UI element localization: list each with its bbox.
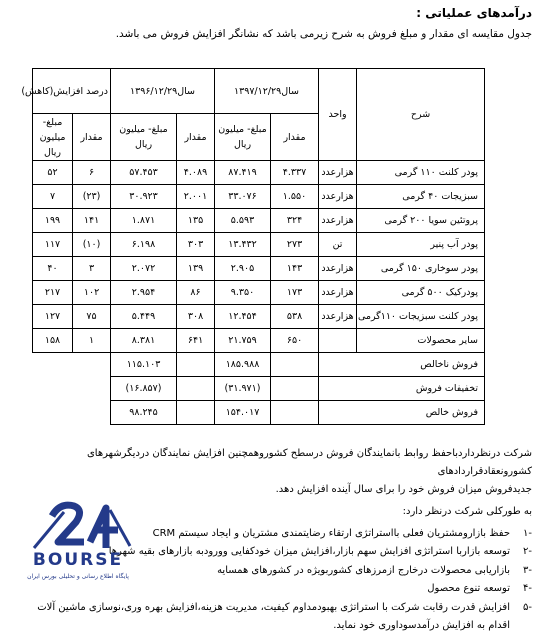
plan-paragraph: [12, 445, 532, 499]
row-qty-pct: (۱۰): [73, 233, 111, 257]
total-amount-1397: (۳۱.۹۷۱): [215, 377, 271, 401]
table-row: [33, 161, 485, 185]
table-row: [33, 185, 485, 209]
table-row: [33, 257, 485, 281]
row-qty-1397: ۱.۵۵۰: [271, 185, 319, 209]
row-qty-1396: ۱۳۵: [177, 209, 215, 233]
total-desc: فروش ناخالص: [319, 353, 485, 377]
row-unit: تن: [319, 233, 357, 257]
row-amount-1397: ۱۳.۴۳۲: [215, 233, 271, 257]
total-empty: [271, 377, 319, 401]
row-qty-pct: ۷۵: [73, 305, 111, 329]
row-qty-1396: ۳۰۳: [177, 233, 215, 257]
row-amount-1396: ۵۷.۴۵۳: [111, 161, 177, 185]
total-blank: [33, 377, 111, 401]
row-amount-pct: ۱۹۹: [33, 209, 73, 233]
row-qty-1396: ۸۶: [177, 281, 215, 305]
goal-item: [12, 617, 532, 636]
row-qty-pct: ۱۰۲: [73, 281, 111, 305]
row-amount-1396: ۸.۳۸۱: [111, 329, 177, 353]
row-amount-1397: ۲.۹۰۵: [215, 257, 271, 281]
total-desc: فروش خالص: [319, 401, 485, 425]
goal-text: بازاریابی محصولات درخارج ازمرزهای کشوربویژه در کشورهای همسایه: [217, 564, 510, 576]
row-amount-pct: ۴۰: [33, 257, 73, 281]
row-desc: پودر کلنت ۱۱۰ گرمی: [357, 161, 485, 185]
row-qty-1396: ۱۳۹: [177, 257, 215, 281]
table-row: [33, 305, 485, 329]
row-desc: پروتئین سویا ۲۰۰ گرمی: [357, 209, 485, 233]
header-year-1397: سال۱۳۹۷/۱۲/۲۹: [215, 69, 319, 114]
row-unit: [319, 329, 357, 353]
row-qty-pct: ۱۴۱: [73, 209, 111, 233]
row-qty-1396: ۶۴۱: [177, 329, 215, 353]
row-amount-1396: ۳۰.۹۲۳: [111, 185, 177, 209]
paragraph-line: جدیدفروش میزان فروش خود را برای سال آینده افزایش دهد.: [275, 484, 532, 495]
row-unit: هزارعدد: [319, 209, 357, 233]
row-desc: پودر سوخاری ۱۵۰ گرمی: [357, 257, 485, 281]
header-unit: واحد: [319, 69, 357, 161]
row-amount-pct: ۷: [33, 185, 73, 209]
table-row: [33, 329, 485, 353]
subheader-qty: مقدار: [73, 114, 111, 161]
goal-text: اقدام به افزایش درآمدسوداوری خود نماید.: [333, 620, 510, 631]
row-qty-1396: ۴.۰۸۹: [177, 161, 215, 185]
row-amount-pct: ۱۵۸: [33, 329, 73, 353]
total-amount-1397: ۱۵۴.۰۱۷: [215, 401, 271, 425]
total-empty: [271, 353, 319, 377]
row-qty-1396: ۳۰۸: [177, 305, 215, 329]
row-amount-pct: ۵۲: [33, 161, 73, 185]
total-desc: تخفیفات فروش: [319, 377, 485, 401]
sales-comparison-table: [21, 68, 485, 425]
row-amount-1396: ۲.۹۵۴: [111, 281, 177, 305]
row-unit: هزارعدد: [319, 161, 357, 185]
row-qty-1397: ۵۳۸: [271, 305, 319, 329]
row-unit: هزارعدد: [319, 281, 357, 305]
bourse-logo: [14, 498, 142, 592]
goal-number: -۵: [523, 601, 532, 613]
table-row: [33, 281, 485, 305]
logo-word: BOURSE: [32, 550, 124, 570]
row-qty-pct: ۶: [73, 161, 111, 185]
row-qty-1397: ۱۴۳: [271, 257, 319, 281]
goal-text: حفظ بازارومشتریان فعلی بااستراتژی ارتقاء رضایتمندی مشتریان و ایجاد سیستم CRM: [152, 527, 510, 539]
goal-number: -۱: [523, 527, 532, 539]
goals-heading: به طورکلی شرکت درنظر دارد:: [402, 506, 532, 517]
row-amount-1397: ۳۳.۰۷۶: [215, 185, 271, 209]
goal-item: [12, 599, 532, 618]
subheader-qty: مقدار: [177, 114, 215, 161]
table-row: [33, 209, 485, 233]
row-amount-1396: ۱.۸۷۱: [111, 209, 177, 233]
row-unit: هزارعدد: [319, 257, 357, 281]
total-row: [33, 401, 485, 425]
row-amount-pct: ۲۱۷: [33, 281, 73, 305]
total-amount-1396: (۱۶.۸۵۷): [111, 377, 177, 401]
header-desc: شرح: [357, 69, 485, 161]
row-qty-1397: ۴.۳۳۷: [271, 161, 319, 185]
row-unit: هزارعدد: [319, 185, 357, 209]
row-qty-1397: ۱۷۳: [271, 281, 319, 305]
total-amount-1396: ۱۱۵.۱۰۳: [111, 353, 177, 377]
row-amount-1396: ۲.۰۷۲: [111, 257, 177, 281]
subheader-qty: مقدار: [271, 114, 319, 161]
goal-number: -۴: [523, 583, 532, 594]
row-qty-pct: (۲۳): [73, 185, 111, 209]
row-desc: پودر کلنت سبزیجات ۱۱۰گرمی: [357, 305, 485, 329]
row-desc: سبزیجات ۴۰ گرمی: [357, 185, 485, 209]
row-amount-1397: ۵.۵۹۳: [215, 209, 271, 233]
goal-number: -۳: [523, 564, 532, 576]
goal-text: افزایش قدرت رقابت شرکت با استراتژی بهبودمداوم کیفیت، مدیریت هزینه،افزایش بهره وری،نوسازی ماشین آلات: [37, 601, 510, 613]
row-amount-1397: ۹.۳۵۰: [215, 281, 271, 305]
row-amount-pct: ۱۱۷: [33, 233, 73, 257]
total-amount-1396: ۹۸.۲۴۵: [111, 401, 177, 425]
header-percent-change: درصد افزایش(کاهش): [33, 69, 111, 114]
row-desc: پودرکیک ۵۰۰ گرمی: [357, 281, 485, 305]
intro-text: جدول مقایسه ای مقدار و مبلغ فروش به شرح زیرمی باشد که نشانگر افزایش فروش می باشد.: [115, 28, 532, 40]
total-amount-1397: ۱۸۵.۹۸۸: [215, 353, 271, 377]
logo-tagline: پایگاه اطلاع رسانی و تحلیلی بورس ایران: [27, 573, 129, 580]
row-qty-1397: ۳۲۴: [271, 209, 319, 233]
table-row: [33, 233, 485, 257]
total-empty: [177, 353, 215, 377]
subheader-amount: مبلغ- میلیون ریال: [33, 114, 73, 161]
logo-emblem-icon: [14, 498, 142, 554]
row-amount-1396: ۵.۴۴۹: [111, 305, 177, 329]
row-desc: سایر محصولات: [357, 329, 485, 353]
row-unit: هزارعدد: [319, 305, 357, 329]
row-desc: پودر آب پنیر: [357, 233, 485, 257]
goal-text: توسعه تنوع محصول: [427, 583, 510, 594]
goal-text: توسعه بازاربا استراتژی افزایش سهم بازار،افزایش میزان خودکفایی وورودبه بازارهای بقیه شهرها: [108, 546, 510, 557]
row-amount-1397: ۱۲.۴۵۴: [215, 305, 271, 329]
row-qty-1397: ۶۵۰: [271, 329, 319, 353]
total-empty: [271, 401, 319, 425]
total-empty: [177, 401, 215, 425]
paragraph-line: شرکت درنظرداردباحفظ روابط بانمایندگان فروش درسطح کشوروهمچنین افزایش نمایندگان دردیگرشهرهای کشورونعقادقراردادهای: [86, 448, 532, 477]
row-amount-1396: ۶.۱۹۸: [111, 233, 177, 257]
header-year-1396: سال۱۳۹۶/۱۲/۲۹: [111, 69, 215, 114]
section-heading: درآمدهای عملیاتی :: [416, 6, 532, 20]
total-empty: [177, 377, 215, 401]
row-amount-1397: ۸۷.۴۱۹: [215, 161, 271, 185]
goal-number: -۲: [523, 546, 532, 557]
row-qty-pct: ۱: [73, 329, 111, 353]
row-amount-pct: ۱۲۷: [33, 305, 73, 329]
subheader-amount: مبلغ- میلیون ریال: [215, 114, 271, 161]
row-qty-1397: ۲۷۳: [271, 233, 319, 257]
row-qty-pct: ۳: [73, 257, 111, 281]
total-blank: [33, 353, 111, 377]
row-amount-1397: ۲۱.۷۵۹: [215, 329, 271, 353]
total-blank: [33, 401, 111, 425]
subheader-amount: مبلغ- میلیون ریال: [111, 114, 177, 161]
total-row: [33, 353, 485, 377]
total-row: [33, 377, 485, 401]
row-qty-1396: ۲.۰۰۱: [177, 185, 215, 209]
